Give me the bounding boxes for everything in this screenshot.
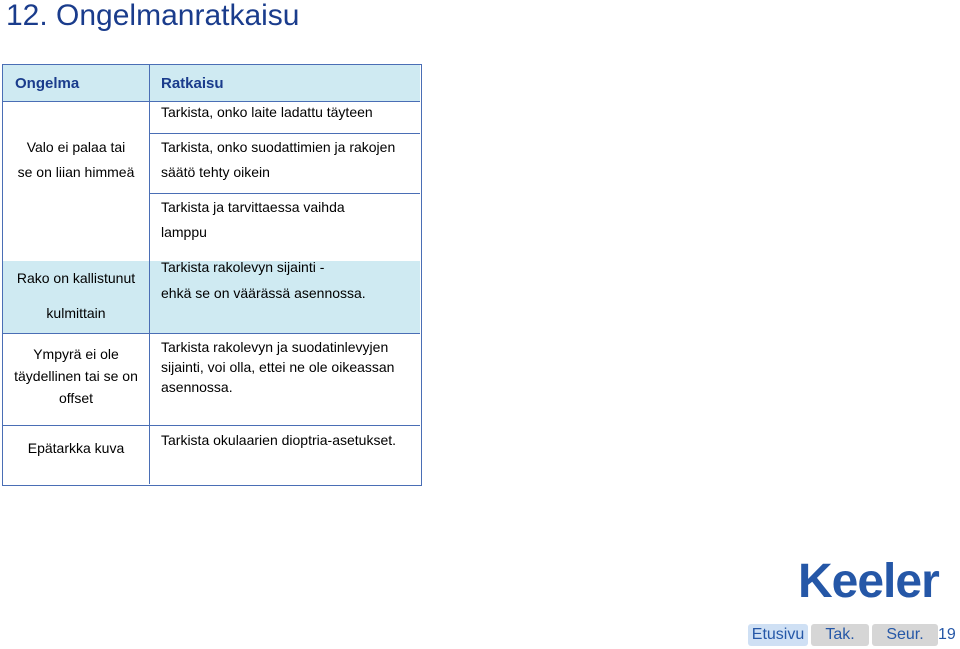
page-number: 19 (938, 626, 956, 643)
table-row-problem: Epätarkka kuva (27, 440, 125, 456)
table-row-solution: Tarkista rakolevyn ja suodatinlevyjen sijainti, voi olla, ettei ne ole oikeassan asennossa. (161, 339, 395, 395)
row-divider (149, 133, 420, 134)
next-button[interactable]: Seur. (872, 624, 938, 646)
table-row-problem: Rako on kallistunut kulmittain (16, 270, 136, 321)
table-row-problem: Valo ei palaa tai se on liian himmeä (17, 139, 135, 180)
row-divider (3, 333, 420, 334)
header-problem: Ongelma (15, 75, 80, 92)
troubleshooting-table (2, 64, 422, 486)
page-navigation (748, 624, 958, 646)
back-button[interactable]: Tak. (811, 624, 869, 646)
keeler-logo: Keeler (798, 555, 939, 608)
table-row-solution: Tarkista okulaarien dioptria-asetukset. (161, 432, 397, 448)
table-row-problem: Ympyrä ei ole täydellinen tai se on offset (14, 346, 138, 406)
header-solution: Ratkaisu (161, 75, 224, 92)
table-row-solution: Tarkista ja tarvittaessa vaihda lamppu (161, 199, 345, 240)
table-row-solution: Tarkista, onko laite ladattu täyteen (161, 104, 373, 120)
table-row-solution: Tarkista, onko suodattimien ja rakojen säätö tehty oikein (161, 139, 396, 180)
home-button[interactable]: Etusivu (748, 624, 808, 646)
page-title: 12. Ongelmanratkaisu (6, 0, 300, 32)
row-divider (149, 193, 420, 194)
row-divider (3, 425, 420, 426)
table-row-solution: Tarkista rakolevyn sijainti - ehkä se on väärässä asennossa. (161, 259, 366, 301)
column-divider (149, 65, 150, 484)
